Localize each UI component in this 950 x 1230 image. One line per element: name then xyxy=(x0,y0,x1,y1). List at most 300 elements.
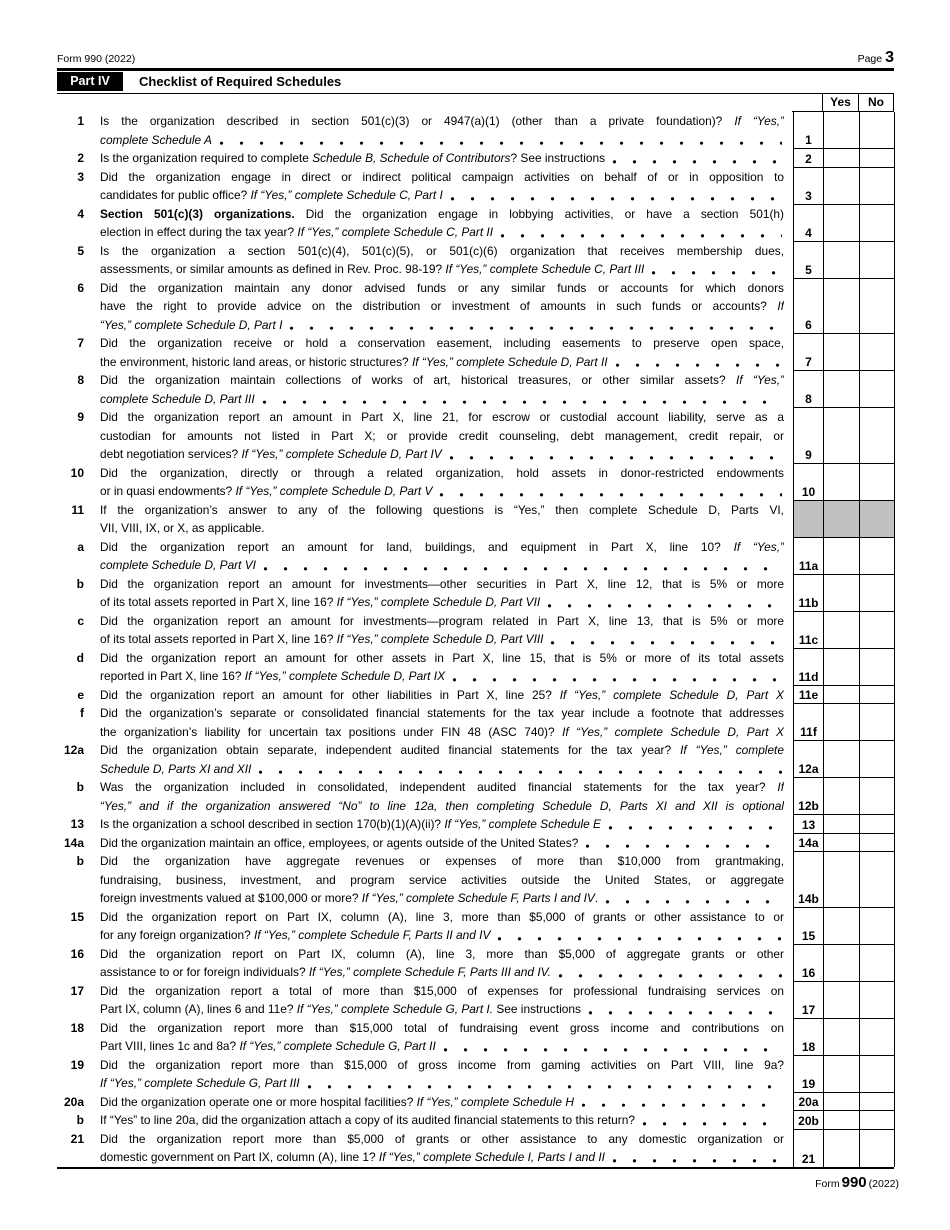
text: domestic government on Part IX, column (A), line 1? xyxy=(100,1150,379,1164)
line-prefix: 5 xyxy=(77,243,84,258)
question-line xyxy=(100,297,784,316)
italic-text: If “Yes,” complete Schedule F, Parts III and IV. xyxy=(308,965,551,979)
question-line xyxy=(100,131,784,150)
question-line xyxy=(100,667,784,686)
italic-text: Schedule B, Schedule of Contributors xyxy=(312,151,511,165)
line-prefix: a xyxy=(77,539,84,554)
question-line xyxy=(100,353,784,372)
question-line xyxy=(100,242,784,261)
question-line xyxy=(100,149,784,168)
italic-text: “Yes,” complete Schedule D, Part I xyxy=(100,317,283,332)
line-prefix: 7 xyxy=(77,336,84,350)
line-number-cell-13: 13 xyxy=(793,815,823,834)
line-number-cell-21: 21 xyxy=(793,1130,823,1167)
question-line-text xyxy=(100,1093,574,1112)
question-line xyxy=(100,501,784,520)
answer-yes-cell-15[interactable] xyxy=(823,908,859,945)
question-line-text xyxy=(100,926,490,945)
question-line xyxy=(100,1037,784,1056)
text: Did the organization report an amount for land, buildings, and equipment in Part X, line 10? xyxy=(100,539,734,554)
answer-no-cell-11 xyxy=(859,501,895,538)
text: Did the organization report more than $15,000 of gross income from gaming activities on Part VIII, line 9a? xyxy=(100,1057,784,1072)
checklist-row-3 xyxy=(57,168,894,205)
line-prefix: 15 xyxy=(70,909,84,924)
answer-no-cell-20b[interactable] xyxy=(859,1111,895,1130)
text: fundraising, business, investment, and program service activities outside the United States, or aggregate xyxy=(100,872,784,887)
answer-no-cell-11c[interactable] xyxy=(859,612,895,649)
line-prefix: b xyxy=(76,854,84,868)
question-line xyxy=(100,741,784,760)
italic-text: If “Yes,” complete Schedule D, Part VIII xyxy=(336,632,544,646)
dot-leader xyxy=(500,223,782,242)
answer-yes-cell-13[interactable] xyxy=(823,815,859,834)
answer-yes-cell-7[interactable] xyxy=(823,334,859,371)
question-line-text xyxy=(100,223,493,242)
checklist-table xyxy=(57,94,894,1169)
text: Is the organization described in section 501(c)(3) or 4947(a)(1) (other than a private foundation)? xyxy=(100,114,735,128)
answer-no-cell-20a[interactable] xyxy=(859,1093,895,1112)
line-number-cell-12b: 12b xyxy=(793,778,823,815)
question-text xyxy=(100,741,784,778)
question-line xyxy=(100,316,784,335)
answer-yes-cell-6[interactable] xyxy=(823,279,859,335)
text: Did the organization report an amount for other assets in Part X, line 15, that is 5% or more of its total assets xyxy=(100,650,784,665)
question-text xyxy=(100,334,784,371)
line-number-cell-12a: 12a xyxy=(793,741,823,778)
answer-yes-cell-9[interactable] xyxy=(823,408,859,464)
part-title: Checklist of Required Schedules xyxy=(139,74,342,89)
answer-yes-cell-11c[interactable] xyxy=(823,612,859,649)
dot-leader xyxy=(608,815,782,834)
checklist-row-9 xyxy=(57,408,894,464)
bold-text: Section 501(c)(3) organizations. xyxy=(100,206,306,221)
italic-text: If “Yes,” complete Schedule G, Part II xyxy=(239,1039,436,1053)
part-header xyxy=(57,72,894,92)
answer-no-cell-17[interactable] xyxy=(859,982,895,1019)
answer-yes-cell-11d[interactable] xyxy=(823,649,859,686)
text: ? See instructions xyxy=(510,151,606,165)
dot-leader xyxy=(263,556,782,575)
text: Did the organization obtain separate, independent audited financial statements for the tax year? xyxy=(100,743,681,757)
italic-text: If “Yes,” complete Schedule G, Part III xyxy=(100,1076,300,1090)
checklist-rows xyxy=(57,112,894,1167)
answer-no-cell-9[interactable] xyxy=(859,408,895,464)
answer-yes-cell-19[interactable] xyxy=(823,1056,859,1093)
question-text xyxy=(100,1056,784,1093)
question-text xyxy=(100,649,784,686)
question-line xyxy=(100,630,784,649)
question-line-text xyxy=(100,556,256,575)
question-line-text xyxy=(100,1037,436,1056)
line-prefix: 16 xyxy=(70,946,84,961)
dot-leader xyxy=(642,1111,782,1130)
question-text xyxy=(100,1111,784,1130)
line-prefix: b xyxy=(76,576,84,591)
checklist-row-8 xyxy=(57,371,894,408)
question-text xyxy=(100,168,784,205)
question-text xyxy=(100,1019,784,1056)
text: Part IX, column (A), lines 6 and 11e? xyxy=(100,1002,297,1016)
question-line xyxy=(100,205,784,224)
line-number-cell-9: 9 xyxy=(793,408,823,464)
text: Part VIII, lines 1c and 8a? xyxy=(100,1039,240,1053)
line-number-cell-11c: 11c xyxy=(793,612,823,649)
question-text xyxy=(100,242,784,279)
text: If “Yes” to line 20a, did the organization attach a copy of its audited financial statements to this return? xyxy=(100,1113,635,1127)
question-line-text xyxy=(100,889,598,908)
question-line xyxy=(100,778,784,797)
text: Did the organization report an amount in Part X, line 21, for escrow or custodial account liability, serve as a xyxy=(100,410,784,424)
question-line xyxy=(100,908,784,927)
line-number-cell-2: 2 xyxy=(793,149,823,168)
line-prefix: c xyxy=(77,613,84,628)
line-number-cell-11a: 11a xyxy=(793,538,823,575)
line-number-cell-11d: 11d xyxy=(793,649,823,686)
text: Did the organization report more than $15,000 total of fundraising event gross income and contributions on xyxy=(100,1020,784,1035)
question-line xyxy=(100,519,784,538)
question-line-text xyxy=(100,390,255,409)
checklist-row-5 xyxy=(57,242,894,279)
answer-no-cell-18[interactable] xyxy=(859,1019,895,1056)
answer-no-cell-7[interactable] xyxy=(859,334,895,371)
checklist-row-16 xyxy=(57,945,894,982)
line-number-cell-6: 6 xyxy=(793,279,823,335)
italic-text: If “Yes,” complete Schedule C, Part III xyxy=(445,262,645,276)
line-prefix: e xyxy=(77,687,84,702)
dot-leader xyxy=(450,186,782,205)
dot-leader xyxy=(289,316,782,335)
question-line-text xyxy=(100,445,442,464)
answer-yes-cell-17[interactable] xyxy=(823,982,859,1019)
question-line xyxy=(100,1093,784,1112)
answer-no-cell-15[interactable] xyxy=(859,908,895,945)
question-text xyxy=(100,408,784,464)
line-prefix: 3 xyxy=(77,169,84,184)
answer-yes-cell-8[interactable] xyxy=(823,371,859,408)
answer-yes-cell-2[interactable] xyxy=(823,149,859,168)
dot-leader xyxy=(605,889,782,908)
answer-yes-cell-14b[interactable] xyxy=(823,852,859,908)
answer-no-cell-12a[interactable] xyxy=(859,741,895,778)
answer-yes-cell-21[interactable] xyxy=(823,1130,859,1167)
form-id-label: Form 990 (2022) xyxy=(57,53,136,65)
checklist-row-11d xyxy=(57,649,894,686)
line-prefix: 12a xyxy=(63,743,84,757)
answer-no-cell-16[interactable] xyxy=(859,945,895,982)
answer-no-cell-11a[interactable] xyxy=(859,538,895,575)
question-line xyxy=(100,223,784,242)
answer-yes-cell-20b[interactable] xyxy=(823,1111,859,1130)
question-line-text xyxy=(100,260,644,279)
question-line xyxy=(100,593,784,612)
question-line xyxy=(100,871,784,890)
italic-text: complete Schedule D, Part VI xyxy=(100,558,256,572)
line-number-cell-17: 17 xyxy=(793,982,823,1019)
question-line xyxy=(100,445,784,464)
line-number-cell-16: 16 xyxy=(793,945,823,982)
question-text xyxy=(100,149,784,168)
text: Is the organization a section 501(c)(4), 501(c)(5), or 501(c)(6) organization that receives membership dues, xyxy=(100,243,784,258)
italic-text: “Yes,” and if the organization answered “No” to line 12a, then completing Schedule D, Parts XI and XII is optional xyxy=(100,798,784,813)
footer-form-number: 990 xyxy=(841,1174,867,1191)
italic-text: If “Yes,” xyxy=(734,114,784,128)
question-line-text xyxy=(100,667,445,686)
answer-no-cell-6[interactable] xyxy=(859,279,895,335)
italic-text: If “Yes,” complete Schedule I, Parts I and II xyxy=(378,1150,605,1164)
answer-no-cell-11d[interactable] xyxy=(859,649,895,686)
question-line xyxy=(100,797,784,816)
question-line xyxy=(100,334,784,353)
question-line-text xyxy=(100,482,432,501)
checklist-row-21 xyxy=(57,1130,894,1167)
question-text xyxy=(100,686,784,705)
line-number-cell-18: 18 xyxy=(793,1019,823,1056)
checklist-row-11e xyxy=(57,686,894,705)
question-line xyxy=(100,168,784,187)
line-prefix: 14a xyxy=(63,835,84,850)
dot-leader xyxy=(585,834,782,853)
italic-text: If “Yes,” xyxy=(733,539,784,554)
question-line-text xyxy=(100,1000,581,1019)
text: Did the organization report a total of more than $15,000 of expenses for professional fundraising services on xyxy=(100,983,784,998)
italic-text: If xyxy=(777,299,784,313)
question-text xyxy=(100,575,784,612)
question-text xyxy=(100,815,784,834)
text: Did the organization report more than $5,000 of grants or other assistance to any domestic organization or xyxy=(100,1131,784,1146)
question-line xyxy=(100,390,784,409)
line-number-cell-11e: 11e xyxy=(793,686,823,705)
italic-text: If “Yes,” complete xyxy=(680,743,784,757)
checklist-row-4 xyxy=(57,205,894,242)
text: If the organization’s answer to any of the following questions is “Yes,” then complete Schedule D, Parts VI, xyxy=(100,502,784,517)
line-number-cell-4: 4 xyxy=(793,205,823,242)
text: Did the organization report an amount for other liabilities in Part X, line 25? xyxy=(100,687,560,702)
answer-yes-cell-10[interactable] xyxy=(823,464,859,501)
question-text xyxy=(100,371,784,408)
dot-leader xyxy=(547,593,782,612)
checklist-row-11 xyxy=(57,501,894,538)
answer-no-cell-13[interactable] xyxy=(859,815,895,834)
text: of its total assets reported in Part X, line 16? xyxy=(100,632,337,646)
text: of its total assets reported in Part X, line 16? xyxy=(100,595,337,609)
italic-text: If “Yes,” complete Schedule D, Part VII xyxy=(336,595,541,609)
italic-text: If “Yes,” xyxy=(735,373,784,387)
text: Did the organization receive or hold a conservation easement, including easements to preserve open space, xyxy=(100,336,784,350)
question-line-text xyxy=(100,815,601,834)
dot-leader xyxy=(452,667,782,686)
dot-leader xyxy=(612,1148,782,1167)
line-number-column-header xyxy=(792,94,822,112)
checklist-row-20a xyxy=(57,1093,894,1112)
italic-text: If “Yes,” complete Schedule D, Part IX xyxy=(244,669,446,683)
text: assistance to or for foreign individuals? xyxy=(100,965,309,979)
answer-no-cell-1[interactable] xyxy=(859,112,895,149)
answer-yes-cell-16[interactable] xyxy=(823,945,859,982)
answer-no-cell-12b[interactable] xyxy=(859,778,895,815)
question-line xyxy=(100,1000,784,1019)
dot-leader xyxy=(449,445,782,464)
table-bottom-rule xyxy=(57,1167,894,1170)
answer-yes-cell-11a[interactable] xyxy=(823,538,859,575)
checklist-row-11a xyxy=(57,538,894,575)
italic-text: If “Yes,” complete Schedule C, Part II xyxy=(297,225,494,239)
no-column-header: No xyxy=(858,94,894,112)
text: candidates for public office? xyxy=(100,188,251,202)
question-line xyxy=(100,889,784,908)
answer-yes-cell-20a[interactable] xyxy=(823,1093,859,1112)
question-text xyxy=(100,834,784,853)
question-text xyxy=(100,908,784,945)
text: Did the organization report an amount for investments—other securities in Part X, line 12, that is 5% or more xyxy=(100,576,784,591)
line-prefix: 9 xyxy=(77,410,84,424)
question-line-text xyxy=(100,316,282,335)
answer-no-cell-2[interactable] xyxy=(859,149,895,168)
page-number-value: 3 xyxy=(885,49,894,66)
line-number-cell-11f: 11f xyxy=(793,704,823,741)
answer-yes-cell-18[interactable] xyxy=(823,1019,859,1056)
answer-no-cell-10[interactable] xyxy=(859,464,895,501)
line-prefix: 17 xyxy=(70,983,84,998)
line-prefix: d xyxy=(76,650,84,665)
question-line xyxy=(100,186,784,205)
answer-no-cell-14a[interactable] xyxy=(859,834,895,853)
dot-leader xyxy=(443,1037,782,1056)
checklist-row-13 xyxy=(57,815,894,834)
line-number-cell-19: 19 xyxy=(793,1056,823,1093)
dot-leader xyxy=(550,630,782,649)
line-number-cell-14b: 14b xyxy=(793,852,823,908)
answer-no-cell-11f[interactable] xyxy=(859,704,895,741)
answer-yes-cell-12b[interactable] xyxy=(823,778,859,815)
text: Did the organization have aggregate revenues or expenses of more than $10,000 from grantmaking, xyxy=(100,854,784,868)
question-line-text xyxy=(100,1074,300,1093)
answer-no-cell-4[interactable] xyxy=(859,205,895,242)
text: See instructions xyxy=(493,1002,581,1016)
answer-no-cell-5[interactable] xyxy=(859,242,895,279)
question-line xyxy=(100,371,784,390)
line-prefix: 21 xyxy=(70,1131,84,1146)
line-number-cell-14a: 14a xyxy=(793,834,823,853)
italic-text: If “Yes,” complete Schedule H xyxy=(416,1094,574,1109)
checklist-row-11f xyxy=(57,704,894,741)
question-line-text xyxy=(100,834,578,853)
question-line xyxy=(100,482,784,501)
line-number-cell-15: 15 xyxy=(793,908,823,945)
text: for any foreign organization? xyxy=(100,928,255,942)
answer-yes-cell-5[interactable] xyxy=(823,242,859,279)
question-line xyxy=(100,427,784,446)
dot-leader xyxy=(219,131,782,150)
line-prefix: 2 xyxy=(77,151,84,165)
line-number-cell-20a: 20a xyxy=(793,1093,823,1112)
question-line xyxy=(100,575,784,594)
question-text xyxy=(100,112,784,149)
answer-yes-cell-1[interactable] xyxy=(823,112,859,149)
text: have the right to provide advice on the distribution or investment of amounts in such funds or accounts? xyxy=(100,299,778,313)
text: or in quasi endowments? xyxy=(100,484,236,498)
question-line xyxy=(100,538,784,557)
yes-no-header-row xyxy=(57,94,894,112)
text: reported in Part X, line 16? xyxy=(100,669,245,683)
question-line xyxy=(100,1019,784,1038)
text: Did the organization’s separate or consolidated financial statements for the tax year include a footnote that addresses xyxy=(100,706,784,720)
question-line xyxy=(100,723,784,742)
answer-yes-cell-11b[interactable] xyxy=(823,575,859,612)
question-line xyxy=(100,1111,784,1130)
question-line-text xyxy=(100,760,251,779)
answer-no-cell-11e[interactable] xyxy=(859,686,895,705)
answer-yes-cell-11e[interactable] xyxy=(823,686,859,705)
page-header xyxy=(57,46,894,68)
italic-text: If “Yes,” complete Schedule F, Parts I and IV xyxy=(361,891,595,905)
question-line xyxy=(100,556,784,575)
dot-leader xyxy=(307,1074,782,1093)
answer-yes-cell-11f[interactable] xyxy=(823,704,859,741)
text: Is the organization required to complete xyxy=(100,151,313,165)
dot-leader xyxy=(651,260,782,279)
line-prefix: f xyxy=(80,706,84,720)
question-text xyxy=(100,778,784,815)
answer-yes-cell-3[interactable] xyxy=(823,168,859,205)
answer-no-cell-11b[interactable] xyxy=(859,575,895,612)
text: VII, VIII, IX, or X, as applicable. xyxy=(100,521,265,535)
line-prefix: 10 xyxy=(70,465,84,480)
question-line xyxy=(100,834,784,853)
answer-no-cell-21[interactable] xyxy=(859,1130,895,1167)
answer-yes-cell-14a[interactable] xyxy=(823,834,859,853)
question-line xyxy=(100,760,784,779)
checklist-row-14b xyxy=(57,852,894,908)
dot-leader xyxy=(581,1093,782,1112)
question-text xyxy=(100,538,784,575)
text: foreign investments valued at $100,000 or more? xyxy=(100,891,362,905)
text: Did the organization maintain any donor advised funds or any similar funds or accounts for which donors xyxy=(100,280,784,295)
italic-text: Schedule D, Parts XI and XII xyxy=(100,761,252,776)
checklist-row-12b xyxy=(57,778,894,815)
question-line xyxy=(100,945,784,964)
text: Did the organization report on Part IX, column (A), line 3, more than $5,000 of aggregate grants or other xyxy=(100,946,784,961)
italic-text: If “Yes,” complete Schedule D, Part X xyxy=(562,724,784,739)
answer-no-cell-14b[interactable] xyxy=(859,852,895,908)
line-number-cell-11b: 11b xyxy=(793,575,823,612)
checklist-row-1 xyxy=(57,112,894,149)
yes-column-header: Yes xyxy=(822,94,858,112)
question-line xyxy=(100,926,784,945)
answer-no-cell-19[interactable] xyxy=(859,1056,895,1093)
line-number-cell-10: 10 xyxy=(793,464,823,501)
checklist-row-11c xyxy=(57,612,894,649)
answer-no-cell-8[interactable] xyxy=(859,371,895,408)
question-line-text xyxy=(100,630,543,649)
text: the environment, historic land areas, or historic structures? xyxy=(100,354,412,369)
question-line xyxy=(100,260,784,279)
answer-no-cell-3[interactable] xyxy=(859,168,895,205)
question-line xyxy=(100,112,784,131)
question-line-text xyxy=(100,1111,635,1130)
italic-text: If “Yes,” complete Schedule F, Parts II and IV xyxy=(254,928,491,942)
answer-yes-cell-4[interactable] xyxy=(823,205,859,242)
header-rule xyxy=(57,68,894,71)
question-line-text xyxy=(100,149,605,168)
dot-leader xyxy=(588,1000,782,1019)
dot-leader xyxy=(262,390,782,409)
question-line xyxy=(100,408,784,427)
line-number-cell-1: 1 xyxy=(793,112,823,149)
text: election in effect during the tax year? xyxy=(100,225,298,239)
line-prefix: 8 xyxy=(77,373,84,387)
line-number-cell-11 xyxy=(793,501,823,538)
answer-yes-cell-12a[interactable] xyxy=(823,741,859,778)
